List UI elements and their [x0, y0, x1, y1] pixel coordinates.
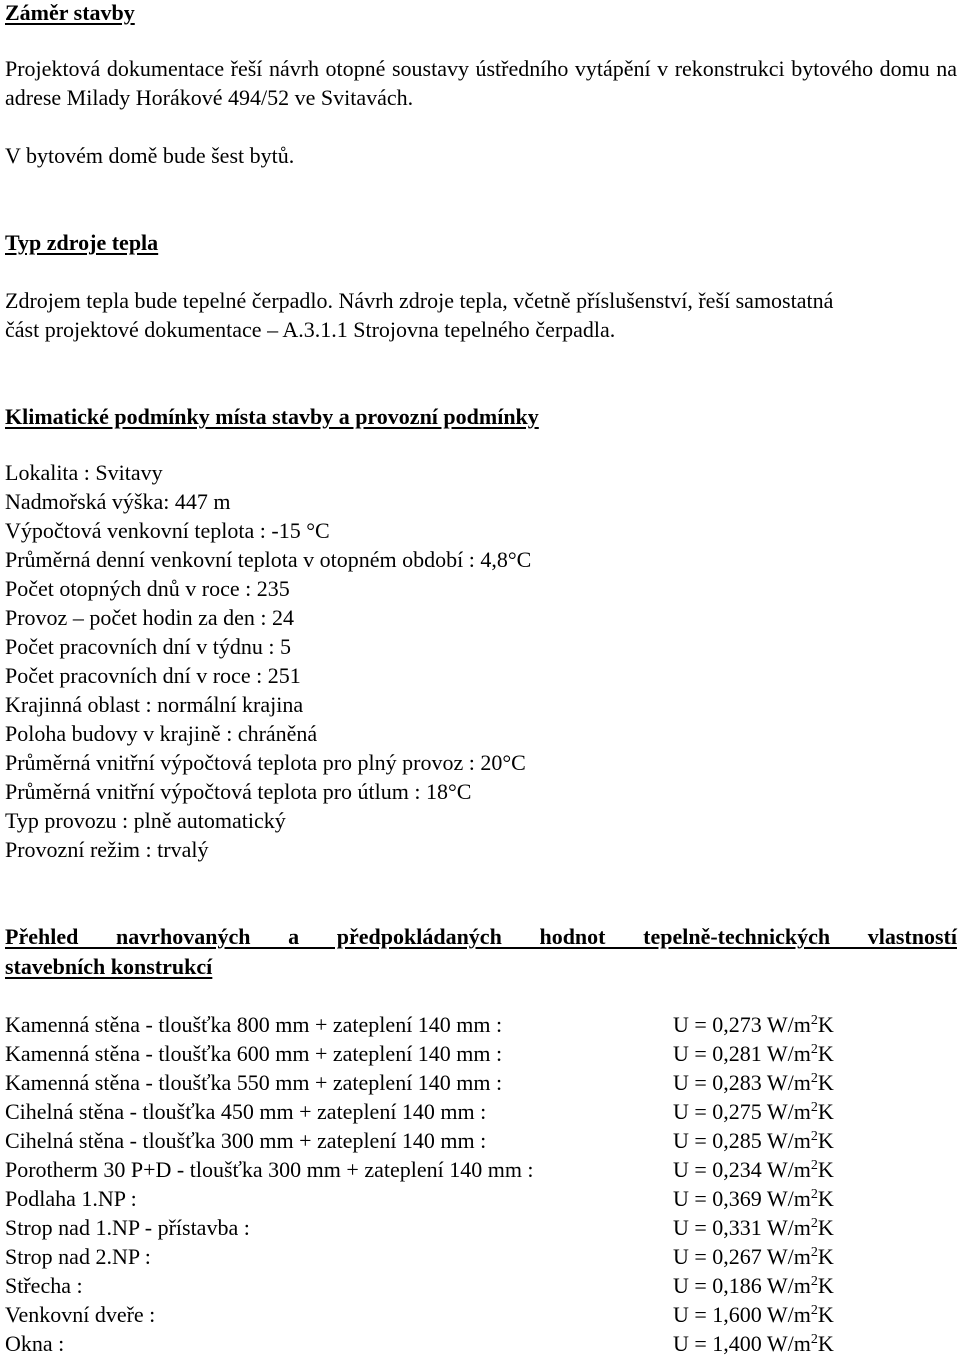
u-value-number: U = 0,283: [673, 1070, 762, 1095]
u-value: [673, 1039, 834, 1068]
u-value: [673, 1271, 834, 1300]
u-value-unit-exponent: 2: [810, 1129, 818, 1144]
u-value-unit-tail: K: [817, 1099, 834, 1124]
u-value-number: U = 0,273: [673, 1012, 762, 1037]
construction-label: Strop nad 1.NP - přístavba :: [5, 1215, 250, 1240]
u-value: [673, 1242, 834, 1271]
u-value-unit-tail: K: [817, 1215, 834, 1240]
heading-climate-conditions: Klimatické podmínky místa stavby a provozní podmínky: [5, 404, 539, 429]
list-item: Nadmořská výška: 447 m: [5, 489, 231, 514]
u-value-number: U = 1,600: [673, 1302, 762, 1327]
construction-label: Kamenná stěna - tloušťka 550 mm + zateplení 140 mm :: [5, 1070, 503, 1095]
heading-heat-source: Typ zdroje tepla: [5, 230, 159, 255]
u-value: [673, 1155, 834, 1184]
u-value-unit: W/m: [766, 1273, 811, 1298]
u-value-unit-exponent: 2: [810, 1274, 818, 1289]
u-value-unit-tail: K: [817, 1186, 834, 1211]
u-value-unit-tail: K: [817, 1302, 834, 1327]
list-item: Průměrná vnitřní výpočtová teplota pro útlum : 18°C: [5, 779, 472, 804]
u-value-unit-tail: K: [817, 1128, 834, 1153]
u-value-unit-exponent: 2: [810, 1042, 818, 1057]
u-value-unit-tail: K: [817, 1273, 834, 1298]
u-value-unit: W/m: [766, 1012, 811, 1037]
construction-label: Porotherm 30 P+D - tloušťka 300 mm + zateplení 140 mm :: [5, 1157, 534, 1182]
list-item: Počet pracovních dní v roce : 251: [5, 663, 301, 688]
heading-thermal-properties-line1: Přehled navrhovaných a předpokládaných hodnot tepelně-technických vlastností: [5, 924, 957, 949]
construction-label: Venkovní dveře :: [5, 1302, 156, 1327]
construction-label: Kamenná stěna - tloušťka 800 mm + zateplení 140 mm :: [5, 1012, 503, 1037]
paragraph-apartments: V bytovém domě bude šest bytů.: [5, 143, 295, 168]
list-item: Provozní režim : trvalý: [5, 837, 209, 862]
list-item: Poloha budovy v krajině : chráněná: [5, 721, 318, 746]
list-item: Provoz – počet hodin za den : 24: [5, 605, 294, 630]
list-item: Počet pracovních dní v týdnu : 5: [5, 634, 291, 659]
list-item: Krajinná oblast : normální krajina: [5, 692, 304, 717]
u-value-unit-exponent: 2: [810, 1013, 818, 1028]
u-value-unit: W/m: [766, 1157, 811, 1182]
u-value-unit-tail: K: [817, 1012, 834, 1037]
construction-label: Podlaha 1.NP :: [5, 1186, 137, 1211]
construction-label: Cihelná stěna - tloušťka 450 mm + zateplení 140 mm :: [5, 1099, 487, 1124]
list-item: Průměrná vnitřní výpočtová teplota pro plný provoz : 20°C: [5, 750, 526, 775]
u-value-unit-exponent: 2: [810, 1216, 818, 1231]
u-value-number: U = 0,275: [673, 1099, 762, 1124]
construction-label: Strop nad 2.NP :: [5, 1244, 151, 1269]
list-item: Výpočtová venkovní teplota : -15 °C: [5, 518, 330, 543]
u-value: [673, 1329, 834, 1358]
list-item: Lokalita : Svitavy: [5, 460, 163, 485]
list-item: Počet otopných dnů v roce : 235: [5, 576, 290, 601]
u-value-unit-exponent: 2: [810, 1332, 818, 1347]
u-value-number: U = 0,186: [673, 1273, 762, 1298]
u-value-unit-exponent: 2: [810, 1071, 818, 1086]
u-value-unit: W/m: [766, 1070, 811, 1095]
u-value-unit: W/m: [766, 1331, 811, 1356]
u-value-unit-tail: K: [817, 1070, 834, 1095]
paragraph-heat-source: Zdrojem tepla bude tepelné čerpadlo. Návrh zdroje tepla, včetně příslušenství, řeší samostatná část projektové dokumentace – A.3.1.1 Strojovna tepelného čerpadla.: [5, 288, 834, 342]
u-value-unit: W/m: [766, 1302, 811, 1327]
u-value-unit-tail: K: [817, 1331, 834, 1356]
u-value-number: U = 0,369: [673, 1186, 762, 1211]
construction-label: Kamenná stěna - tloušťka 600 mm + zateplení 140 mm :: [5, 1041, 503, 1066]
u-value-unit-exponent: 2: [810, 1245, 818, 1260]
u-value-unit: W/m: [766, 1099, 811, 1124]
heading-zamer-stavby: Záměr stavby: [5, 0, 135, 25]
u-value-number: U = 0,281: [673, 1041, 762, 1066]
u-value-number: U = 1,400: [673, 1331, 762, 1356]
construction-label: Střecha :: [5, 1273, 83, 1298]
u-value-unit-tail: K: [817, 1157, 834, 1182]
u-value-unit-tail: K: [817, 1244, 834, 1269]
u-value-unit-exponent: 2: [810, 1187, 818, 1202]
u-value-unit-tail: K: [817, 1041, 834, 1066]
u-value-number: U = 0,285: [673, 1128, 762, 1153]
paragraph-project-description: Projektová dokumentace řeší návrh otopné soustavy ústředního vytápění v rekonstrukci bytového domu na adrese Milady Horákové 494/52 ve Svitavách.: [5, 56, 957, 110]
u-value: [673, 1097, 834, 1126]
u-value-number: U = 0,234: [673, 1157, 762, 1182]
u-value-unit-exponent: 2: [810, 1303, 818, 1318]
u-value-unit-exponent: 2: [810, 1100, 818, 1115]
u-value-unit: W/m: [766, 1128, 811, 1153]
u-value: [673, 1126, 834, 1155]
heading-thermal-properties-line2: stavebních konstrukcí: [5, 954, 213, 979]
climate-conditions-list: [5, 458, 531, 864]
list-item: Typ provozu : plně automatický: [5, 808, 286, 833]
u-value: [673, 1184, 834, 1213]
u-value: [673, 1213, 834, 1242]
u-value: [673, 1300, 834, 1329]
list-item: Průměrná denní venkovní teplota v otopném období : 4,8°C: [5, 547, 532, 572]
u-value-unit: W/m: [766, 1215, 811, 1240]
construction-label: Okna :: [5, 1331, 65, 1356]
heading-thermal-properties: [5, 922, 957, 982]
u-value: [673, 1068, 834, 1097]
u-value: [673, 1010, 834, 1039]
u-value-unit: W/m: [766, 1041, 811, 1066]
u-value-unit: W/m: [766, 1186, 811, 1211]
u-value-number: U = 0,331: [673, 1215, 762, 1240]
u-value-unit: W/m: [766, 1244, 811, 1269]
u-value-unit-exponent: 2: [810, 1158, 818, 1173]
construction-label: Cihelná stěna - tloušťka 300 mm + zateplení 140 mm :: [5, 1128, 487, 1153]
u-value-number: U = 0,267: [673, 1244, 762, 1269]
